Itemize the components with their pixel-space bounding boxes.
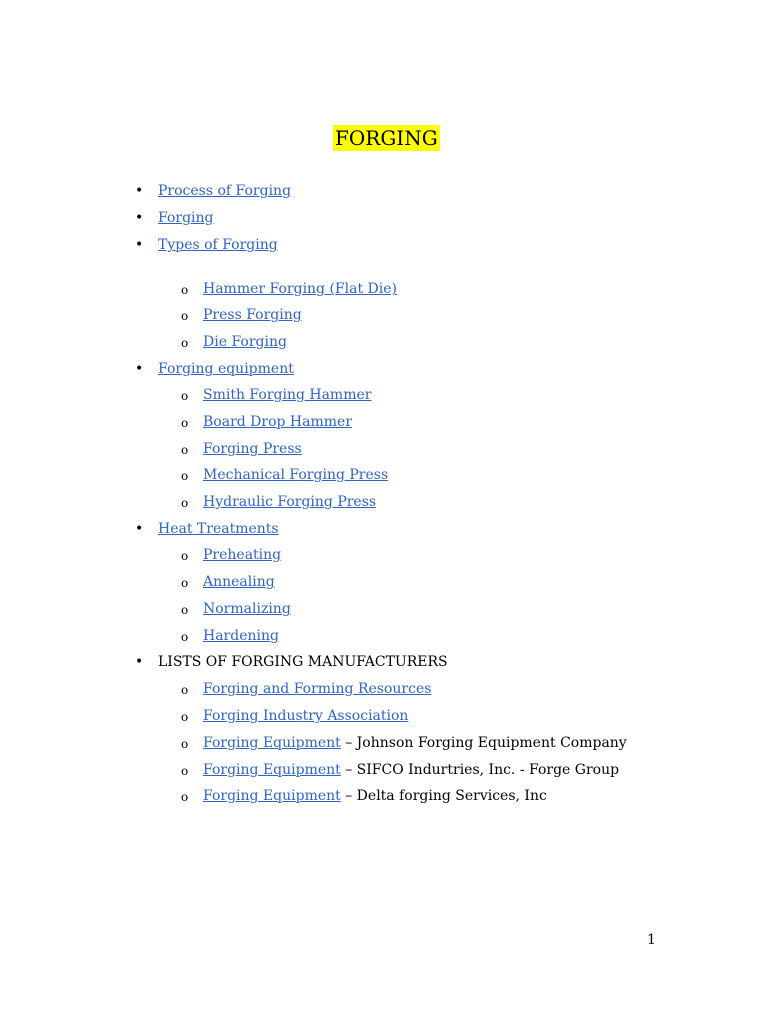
link-forging-equipment-johnson[interactable]: Forging Equipment (203, 735, 341, 751)
list-item-normalizing (203, 600, 291, 618)
link-types-of-forging[interactable]: Types of Forging (158, 237, 278, 253)
link-forging-equipment-sifco[interactable]: Forging Equipment (203, 762, 341, 778)
list-item-equipment (158, 360, 294, 378)
list-item-forging (158, 209, 214, 227)
sub-bullet-icon: o (181, 283, 189, 297)
link-hammer-forging[interactable]: Hammer Forging (Flat Die) (203, 281, 397, 297)
sub-bullet-icon: o (181, 737, 189, 751)
list-item-smith (203, 386, 371, 404)
sub-bullet-icon: o (181, 443, 189, 457)
list-item-hardening (203, 627, 279, 645)
link-board-drop-hammer[interactable]: Board Drop Hammer (203, 414, 353, 430)
link-annealing[interactable]: Annealing (203, 574, 275, 590)
bullet-icon: • (135, 361, 144, 377)
sub-bullet-icon: o (181, 389, 189, 403)
link-press-forging[interactable]: Press Forging (203, 307, 302, 323)
link-hydraulic-forging-press[interactable]: Hydraulic Forging Press (203, 494, 377, 510)
list-item-heat (158, 520, 279, 538)
sub-bullet-icon: o (181, 683, 189, 697)
list-item-resources (203, 680, 431, 698)
bullet-icon: • (135, 654, 144, 670)
company-sifco: – SIFCO Indurtries, Inc. - Forge Group (340, 762, 620, 778)
list-item-types (158, 236, 278, 254)
link-hardening[interactable]: Hardening (203, 628, 279, 644)
link-forging-industry-association[interactable]: Forging Industry Association (203, 708, 409, 724)
company-delta: – Delta forging Services, Inc (340, 788, 547, 804)
link-process-of-forging[interactable]: Process of Forging (158, 183, 292, 199)
list-item-press (203, 306, 302, 324)
list-item-equipment-sifco (203, 761, 619, 779)
list-item-board (203, 413, 352, 431)
sub-bullet-icon: o (181, 549, 189, 563)
list-item-mech (203, 466, 388, 484)
link-preheating[interactable]: Preheating (203, 547, 282, 563)
link-smith-forging-hammer[interactable]: Smith Forging Hammer (203, 387, 372, 403)
link-die-forging[interactable]: Die Forging (203, 334, 287, 350)
sub-bullet-icon: o (181, 630, 189, 644)
link-normalizing[interactable]: Normalizing (203, 601, 291, 617)
list-item-equipment-johnson (203, 734, 627, 752)
link-forging-equipment[interactable]: Forging equipment (158, 361, 294, 377)
list-heading-manufacturers: LISTS OF FORGING MANUFACTURERS (158, 654, 448, 670)
sub-bullet-icon: o (181, 469, 189, 483)
list-item-fpress (203, 440, 302, 458)
bullet-icon: • (135, 210, 144, 226)
list-item-annealing (203, 573, 275, 591)
link-forging-press[interactable]: Forging Press (203, 441, 302, 457)
list-item-die (203, 333, 287, 351)
sub-bullet-icon: o (181, 576, 189, 590)
sub-bullet-icon: o (181, 710, 189, 724)
list-item-hydraulic (203, 493, 376, 511)
sub-bullet-icon: o (181, 603, 189, 617)
sub-bullet-icon: o (181, 764, 189, 778)
list-item-equipment-delta (203, 787, 547, 805)
link-forging[interactable]: Forging (158, 210, 214, 226)
list-item-preheating (203, 546, 281, 564)
company-johnson: – Johnson Forging Equipment Company (340, 735, 627, 751)
list-item-association (203, 707, 408, 725)
link-forging-equipment-delta[interactable]: Forging Equipment (203, 788, 341, 804)
list-item-hammer (203, 280, 397, 298)
bullet-icon: • (135, 521, 144, 537)
list-item-process (158, 182, 291, 200)
bullet-icon: • (135, 237, 144, 253)
link-heat-treatments[interactable]: Heat Treatments (158, 521, 279, 537)
link-forging-forming-resources[interactable]: Forging and Forming Resources (203, 681, 432, 697)
sub-bullet-icon: o (181, 790, 189, 804)
link-mechanical-forging-press[interactable]: Mechanical Forging Press (203, 467, 389, 483)
bullet-icon: • (135, 183, 144, 199)
sub-bullet-icon: o (181, 336, 189, 350)
page-number: 1 (647, 932, 656, 948)
page-title: FORGING (335, 126, 438, 150)
sub-bullet-icon: o (181, 496, 189, 510)
sub-bullet-icon: o (181, 309, 189, 323)
sub-bullet-icon: o (181, 416, 189, 430)
